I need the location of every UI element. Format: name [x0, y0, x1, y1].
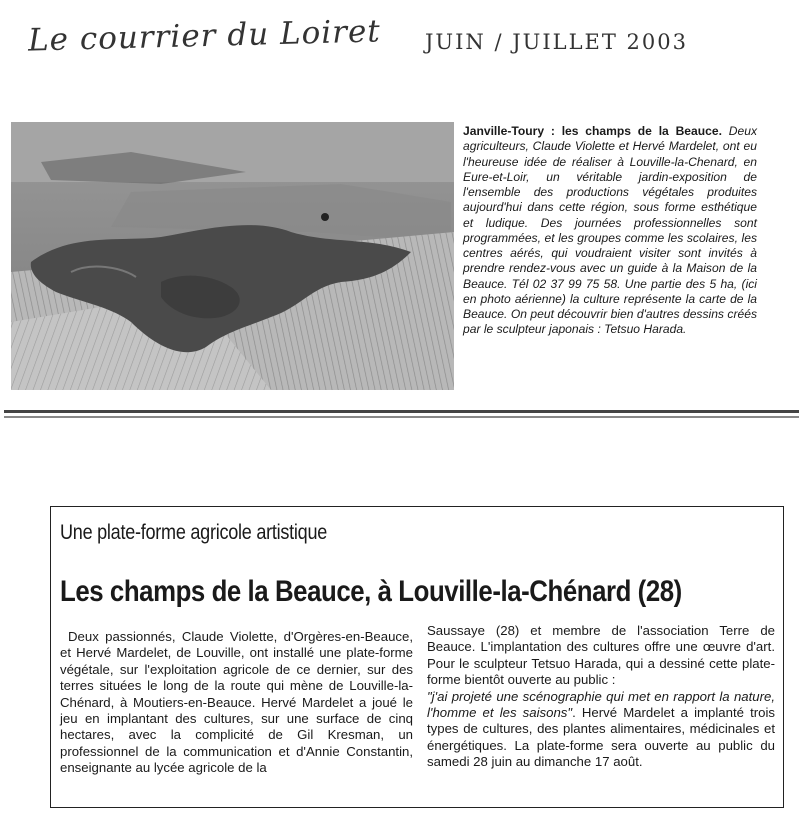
article-column-2	[427, 623, 775, 771]
aerial-photo-image	[11, 122, 454, 390]
handwritten-newspaper-name: Le courrier du Loiret	[27, 13, 382, 59]
separator-rule-thick	[4, 410, 799, 413]
article-kicker: Une plate-forme agricole artistique	[60, 521, 328, 544]
column-2-text-end: . Hervé Mardelet a implanté trois types de cultures, des plantes alimentaires, médicinales et énergétiques. La plate-forme sera ouverte au public du samedi 28 juin au dimanche 17 août.	[427, 705, 775, 770]
photo-caption	[463, 124, 757, 338]
sculptor-quote: "j'ai projeté une scénographie qui met en rapport la nature, l'homme et les saisons"	[427, 688, 775, 721]
aerial-field-photo	[11, 122, 454, 390]
article-headline: Les champs de la Beauce, à Louville-la-Chénard (28)	[60, 575, 682, 608]
handwritten-date: JUIN / JUILLET 2003	[425, 30, 688, 54]
caption-title: Janville-Toury : les champs de la Beauce.	[463, 124, 722, 138]
column-2-text-start: Saussaye (28) et membre de l'association Terre de Beauce. L'implantation des cultures offre une œuvre d'art. Pour le sculpteur Tetsuo Harada, qui a dessiné cette plate-forme bientôt ouverte au public :	[427, 623, 775, 688]
caption-body: Deux agriculteurs, Claude Violette et Hervé Mardelet, ont eu l'heureuse idée de réaliser à Louville-la-Chenard, en Eure-et-Loir, un véritable jardin-exposition de l'ensemble des productions végétales produites aujourd'hui dans cette région, sous forme esthétique et ludique. Des journées professionnelles sont programmées, et les groupes comme les scolaires, les centres aérés, qui voudraient visiter sont invités à prendre rendez-vous avec un guide à la Maison de la Beauce. Tél 02 37 99 75 58. Une partie des 5 ha, (ici en photo aérienne) la culture représente la carte de la Beauce. On peut découvrir bien d'autres dessins créés par le sculpteur japonais : Tetsuo Harada.	[463, 124, 757, 337]
separator-rule-thin	[4, 416, 799, 418]
article-column-1: Deux passionnés, Claude Violette, d'Orgères-en-Beauce, et Hervé Mardelet, de Louville, ont installé une plate-forme végétale, sur l'exploitation agricole de ce dernier, sur des terres situées le long de la route qui mène de Louville-la-Chénard, à Moutiers-en-Beauce. Hervé Mardelet a joué le jeu en implantant des cultures, sur une surface de cinq hectares, avec la complicité de Gil Kresman, un professionnel de la communication et d'Annie Constantin, enseignante au lycée agricole de la	[60, 629, 413, 776]
